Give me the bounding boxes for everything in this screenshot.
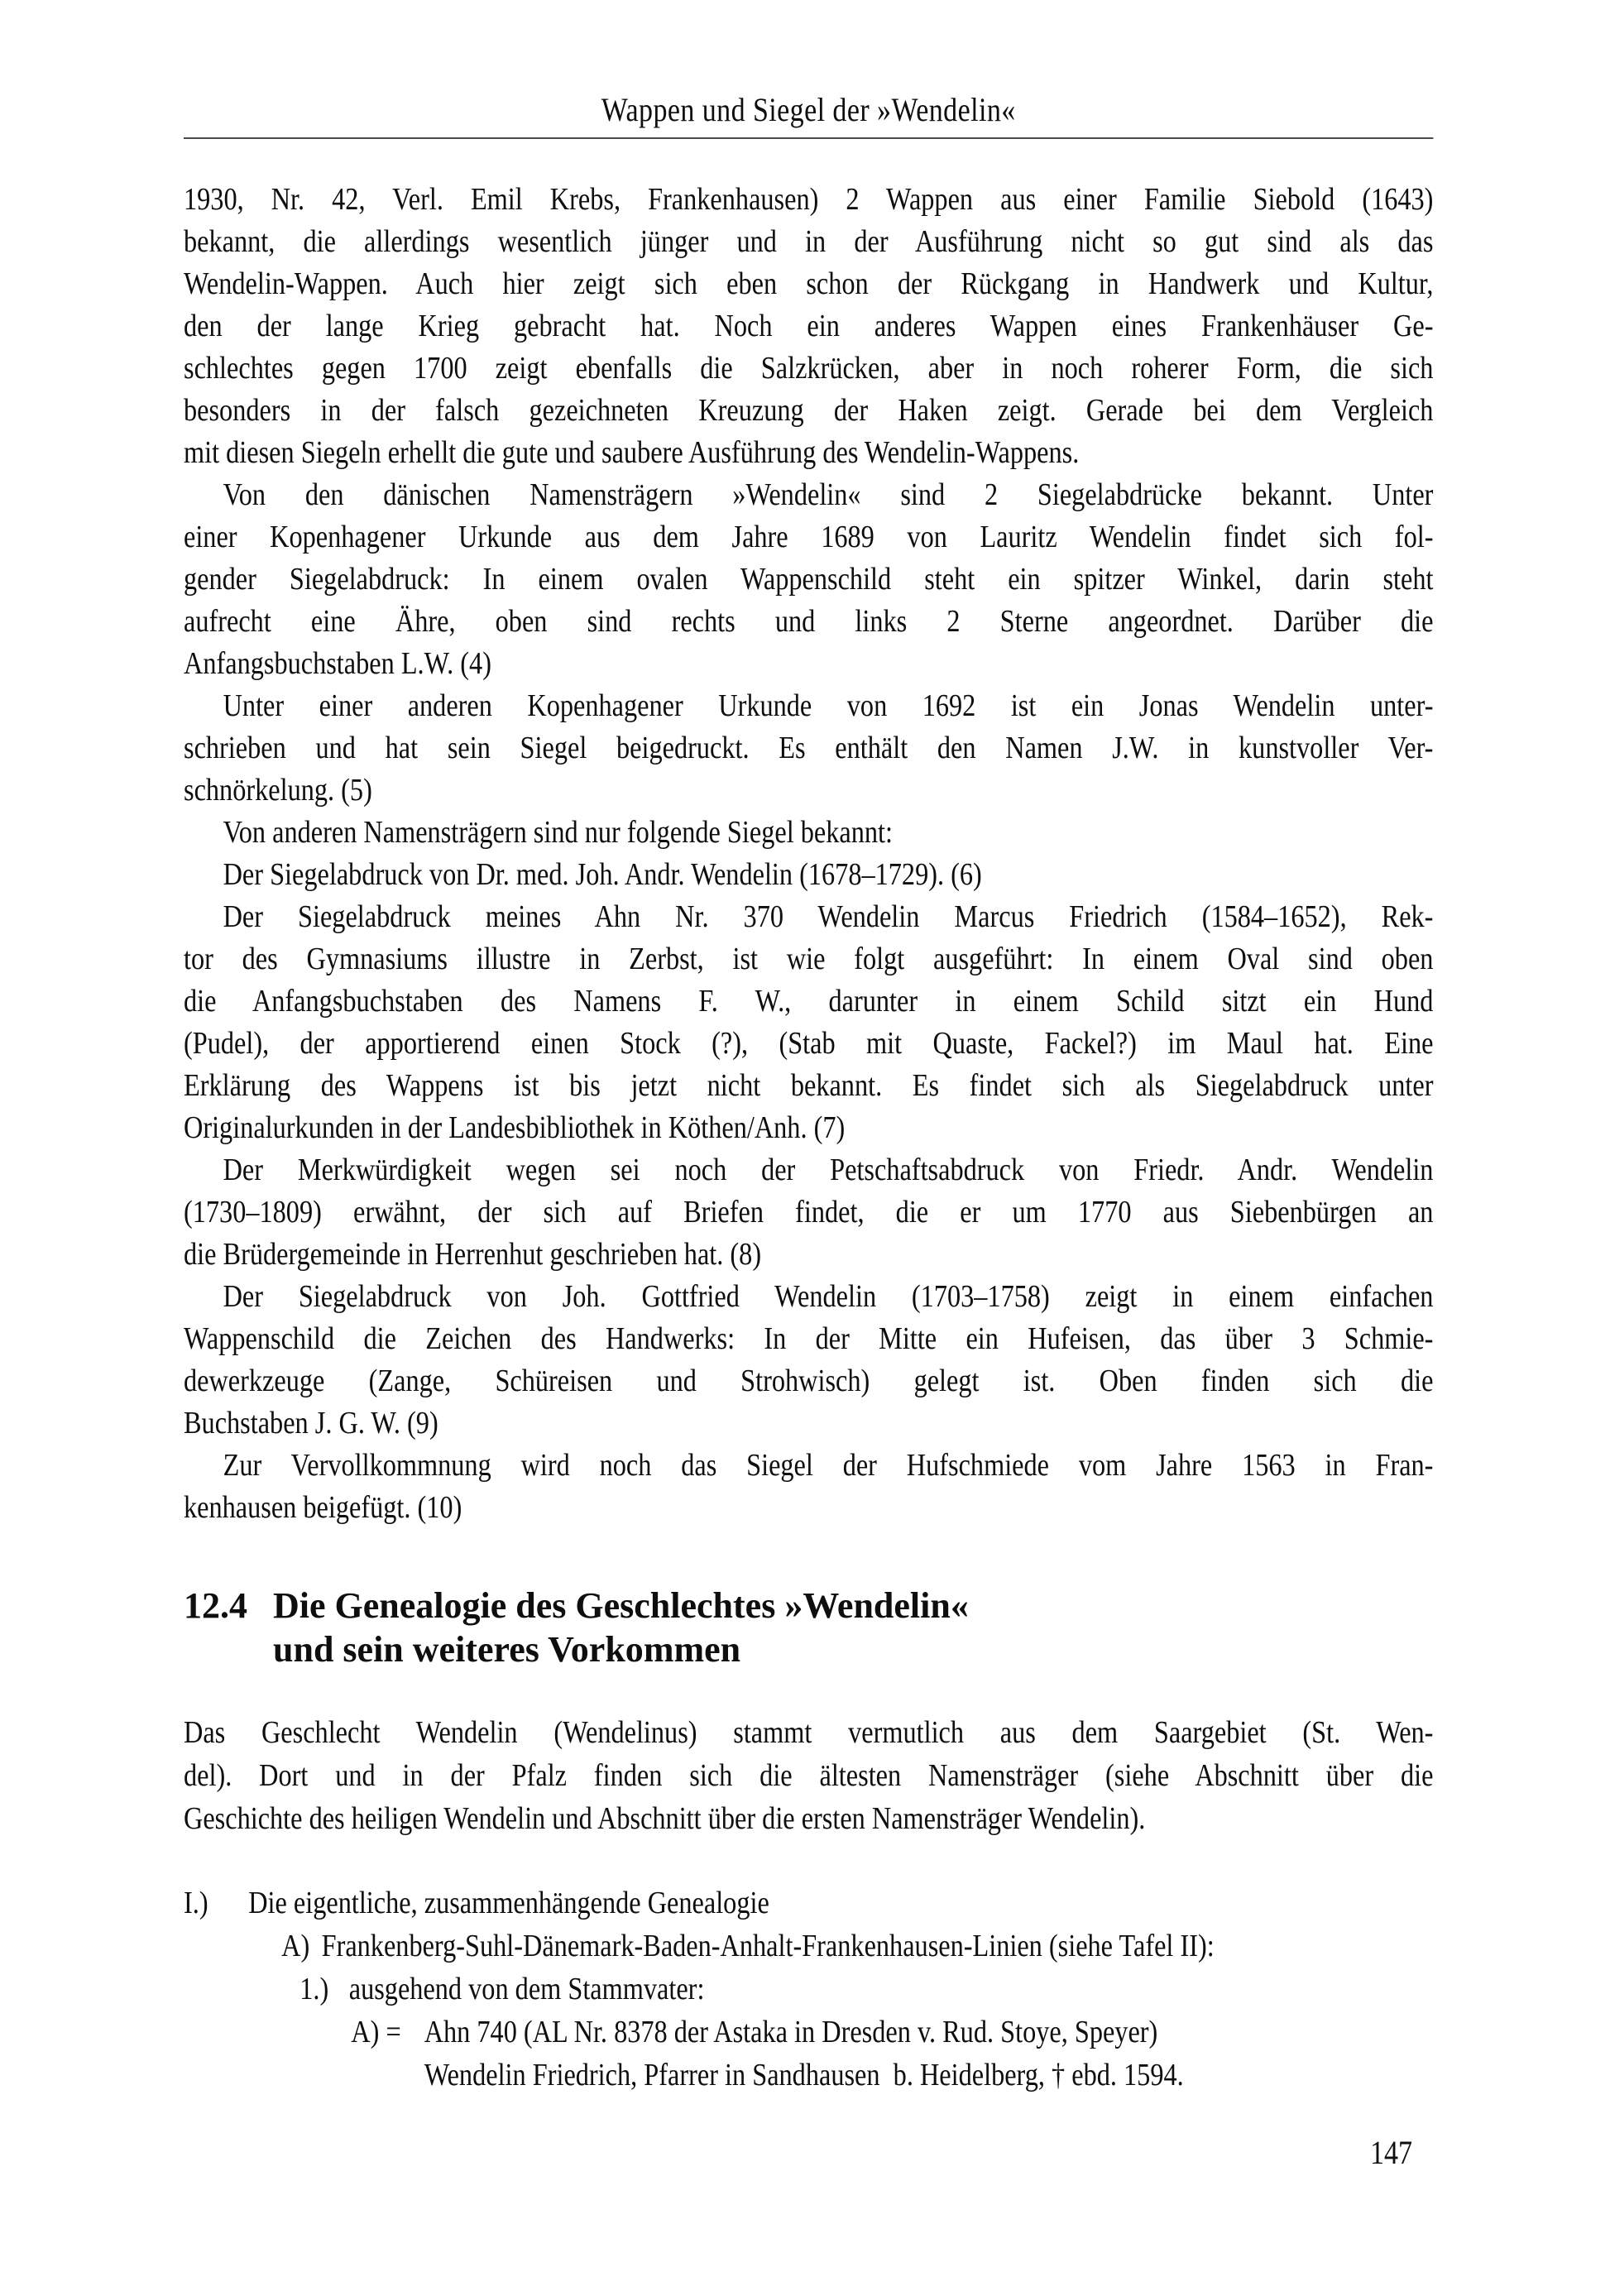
section-title: [273, 1584, 1435, 1671]
paragraph: [184, 1149, 1433, 1276]
text-line: Unter einer anderen Kopenhagener Urkunde von 1692 ist ein Jonas Wendelin unter-: [223, 688, 1434, 723]
body-text: [184, 179, 1433, 1529]
text-line: tor des Gymnasiums illustre in Zerbst, ist wie folgt ausgeführt: In einem Oval sind oben: [184, 942, 1434, 976]
text-line: Buchstaben J. G. W. (9): [184, 1406, 438, 1440]
text-line: die Brüdergemeinde in Herrenhut geschrieben hat. (8): [184, 1237, 762, 1272]
paragraph: [184, 474, 1433, 685]
text-line: Geschichte des heiligen Wendelin und Abschnitt über die ersten Namensträger Wendelin).: [184, 1801, 1146, 1836]
outline-item: [184, 1968, 1433, 2011]
section-number: 12.4: [184, 1585, 248, 1626]
paragraph: [184, 812, 1433, 854]
content-column: [184, 0, 1433, 2174]
text-line: schnörkelung. (5): [184, 773, 372, 808]
outline-text: Die eigentliche, zusammenhängende Genealogie: [248, 1886, 769, 1920]
page-number: 147: [1369, 2134, 1412, 2171]
text-line: (1730–1809) erwähnt, der sich auf Briefen findet, die er um 1770 aus Siebenbürgen an: [184, 1195, 1434, 1229]
outline-text: Ahn 740 (AL Nr. 8378 der Astaka in Dresden v. Rud. Stoye, Speyer): [424, 2015, 1158, 2049]
outline-item: [184, 1925, 1433, 1968]
text-line: gender Siegelabdruck: In einem ovalen Wappenschild steht ein spitzer Winkel, darin steht: [184, 562, 1434, 597]
outline-marker: I.): [184, 1886, 208, 1920]
genealogy-outline: [184, 1881, 1433, 2097]
text-line: aufrecht eine Ähre, oben sind rechts und links 2 Sterne angeordnet. Darüber die: [184, 604, 1434, 639]
text-line: Der Merkwürdigkeit wegen sei noch der Petschaftsabdruck von Friedr. Andr. Wendelin: [223, 1153, 1434, 1187]
text-line: del). Dort und in der Pfalz finden sich die ältesten Namensträger (siehe Abschnitt über die: [184, 1758, 1434, 1793]
text-line: Der Siegelabdruck von Dr. med. Joh. Andr. Wendelin (1678–1729). (6): [223, 857, 982, 892]
intro-paragraph: [184, 1711, 1433, 1840]
text-line: bekannt, die allerdings wesentlich jünger und in der Ausführung nicht so gut sind als das: [184, 224, 1434, 259]
running-header: Wappen und Siegel der »Wendelin«: [601, 91, 1016, 128]
text-line: Wendelin-Wappen. Auch hier zeigt sich eben schon der Rückgang in Handwerk und Kultur,: [184, 266, 1434, 301]
text-line: 1930, Nr. 42, Verl. Emil Krebs, Frankenhausen) 2 Wappen aus einer Familie Siebold (1643): [184, 182, 1434, 217]
outline-item: [184, 2011, 1433, 2054]
text-line: Erklärung des Wappens ist bis jetzt nicht bekannt. Es findet sich als Siegelabdruck unter: [184, 1068, 1434, 1103]
text-line: Anfangsbuchstaben L.W. (4): [184, 646, 491, 681]
text-line: Originalurkunden in der Landesbibliothek in Köthen/Anh. (7): [184, 1110, 846, 1145]
outline-marker: A): [281, 1929, 310, 1963]
text-line: (Pudel), der apportierend einen Stock (?), (Stab mit Quaste, Fackel?) im Maul hat. Eine: [184, 1026, 1434, 1061]
text-line: mit diesen Siegeln erhellt die gute und saubere Ausführung des Wendelin-Wappens.: [184, 435, 1080, 470]
text-line: Das Geschlecht Wendelin (Wendelinus) stammt vermutlich aus dem Saargebiet (St. Wen-: [184, 1715, 1434, 1750]
text-line: Der Siegelabdruck von Joh. Gottfried Wendelin (1703–1758) zeigt in einem einfachen: [223, 1279, 1434, 1314]
text-line: schlechtes gegen 1700 zeigt ebenfalls die Salzkrücken, aber in noch roherer Form, die sich: [184, 351, 1434, 386]
outline-item: [184, 1881, 1433, 1925]
paragraph: [184, 1445, 1433, 1529]
genealogy-intro-paragraph: [184, 1711, 1433, 1840]
text-line: schrieben und hat sein Siegel beigedruckt. Es enthält den Namen J.W. in kunstvoller Ver-: [184, 731, 1434, 765]
outline-marker: 1.): [299, 1972, 329, 2006]
section-title-line-2: und sein weiteres Vorkommen: [273, 1629, 741, 1670]
text-line: den der lange Krieg gebracht hat. Noch ein anderes Wappen eines Frankenhäuser Ge-: [184, 309, 1434, 343]
text-line: kenhausen beigefügt. (10): [184, 1490, 462, 1525]
header-rule: [184, 137, 1433, 139]
outline-text: Frankenberg-Suhl-Dänemark-Baden-Anhalt-Frankenhausen-Linien (siehe Tafel II):: [321, 1929, 1215, 1963]
text-line: Zur Vervollkommnung wird noch das Siegel der Hufschmiede vom Jahre 1563 in Fran-: [223, 1448, 1434, 1483]
section-heading: [184, 1584, 1435, 1671]
text-line: Der Siegelabdruck meines Ahn Nr. 370 Wendelin Marcus Friedrich (1584–1652), Rek-: [223, 899, 1434, 934]
paragraph: [184, 896, 1433, 1149]
text-line: die Anfangsbuchstaben des Namens F. W., darunter in einem Schild sitzt ein Hund: [184, 984, 1434, 1019]
text-line: einer Kopenhagener Urkunde aus dem Jahre 1689 von Lauritz Wendelin findet sich fol-: [184, 520, 1434, 554]
text-line: besonders in der falsch gezeichneten Kreuzung der Haken zeigt. Gerade bei dem Vergleich: [184, 393, 1434, 428]
paragraph: [184, 685, 1433, 812]
outline-item: [184, 2054, 1433, 2097]
text-line: dewerkzeuge (Zange, Schüreisen und Strohwisch) gelegt ist. Oben finden sich die: [184, 1364, 1434, 1398]
text-line: Wappenschild die Zeichen des Handwerks: In der Mitte ein Hufeisen, das über 3 Schmie-: [184, 1321, 1434, 1356]
text-line: Von anderen Namensträgern sind nur folgende Siegel bekannt:: [223, 815, 893, 850]
outline-text: ausgehend von dem Stammvater:: [348, 1972, 705, 2006]
paragraph: [184, 1276, 1433, 1445]
outline-text: Wendelin Friedrich, Pfarrer in Sandhausen b. Heidelberg, † ebd. 1594.: [424, 2058, 1184, 2092]
paragraph: [184, 854, 1433, 896]
outline-marker: A) =: [351, 2015, 401, 2049]
paragraph: [184, 179, 1433, 474]
section-title-line-1: Die Genealogie des Geschlechtes »Wendelin«: [273, 1585, 969, 1626]
text-line: Von den dänischen Namensträgern »Wendelin« sind 2 Siegelabdrücke bekannt. Unter: [223, 477, 1434, 512]
